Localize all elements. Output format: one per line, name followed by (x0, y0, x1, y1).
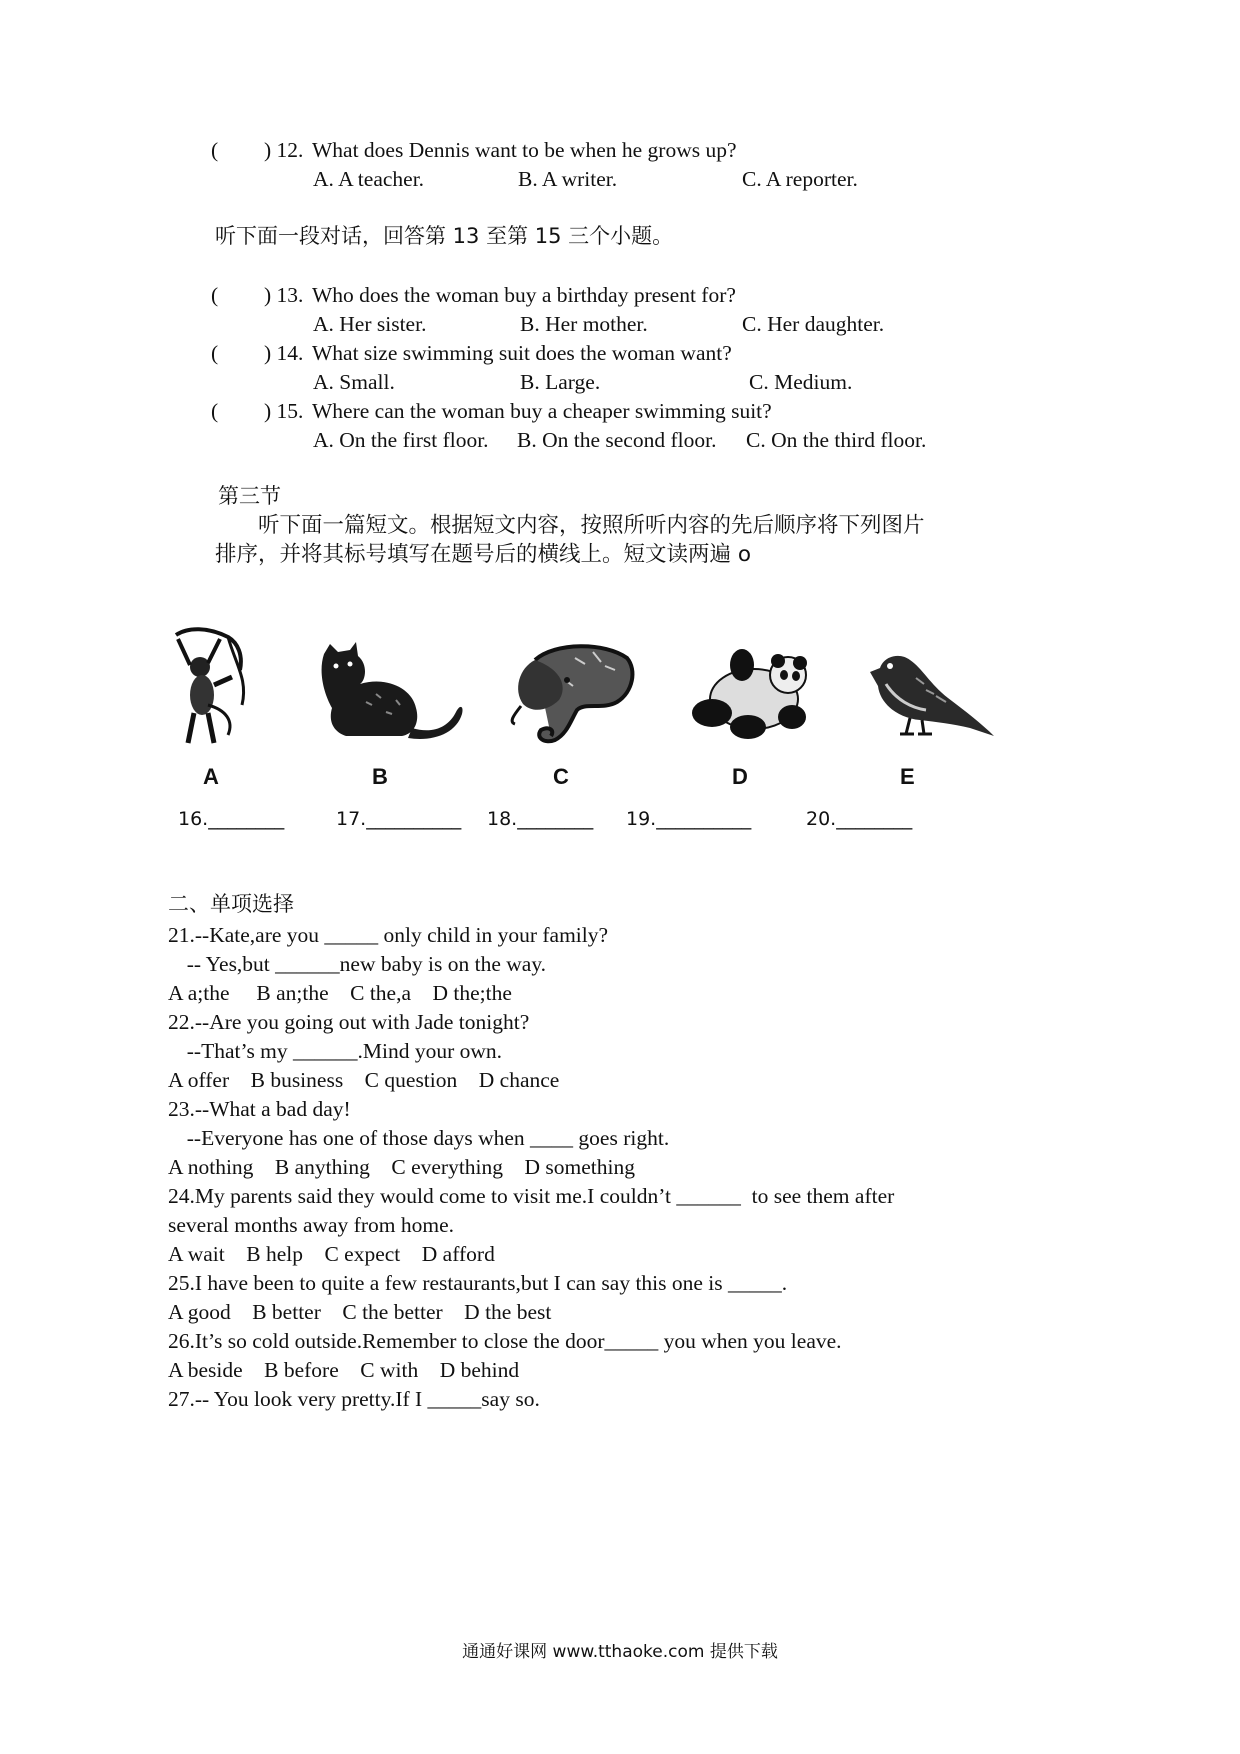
q22-stem: 22.--Are you going out with Jade tonight? (168, 1010, 530, 1034)
q15-option-b: B. On the second floor. (517, 428, 717, 452)
picture-label-c: C (553, 764, 569, 789)
q13-option-b: B. Her mother. (520, 312, 648, 336)
q13-paren: ( (211, 283, 219, 307)
blank-20[interactable]: 20.________ (806, 808, 913, 830)
q13-number: ) 13. (264, 283, 304, 307)
q12-option-b: B. A writer. (518, 167, 618, 191)
section3-instruction-line2: 排序，并将其标号填写在题号后的横线上。短文读两遍 o (215, 542, 751, 567)
q15-option-c: C. On the third floor. (746, 428, 927, 452)
q12-option-a: A. A teacher. (313, 167, 425, 191)
section3-instruction-line1: 听下面一篇短文。根据短文内容，按照所听内容的先后顺序将下列图片 (258, 513, 925, 538)
q12-number: ) 12. (264, 138, 304, 162)
bird-icon (866, 648, 998, 740)
cat-icon (316, 642, 466, 742)
q24-stem: 24.My parents said they would come to visit me.I couldn’t ______ to see them after (168, 1184, 895, 1208)
picture-a (168, 625, 258, 750)
panda-icon (688, 647, 816, 742)
q25-stem: 25.I have been to quite a few restaurants,but I can say this one is _____. (168, 1271, 788, 1295)
q27-stem: 27.-- You look very pretty.If I _____say so. (168, 1387, 540, 1411)
q14-stem: What size swimming suit does the woman want? (312, 341, 732, 365)
q22-response: --That’s my ______.Mind your own. (176, 1039, 503, 1063)
q23-stem: 23.--What a bad day! (168, 1097, 351, 1121)
q13-stem: Who does the woman buy a birthday present for? (312, 283, 736, 307)
q13-option-a: A. Her sister. (313, 312, 427, 336)
q13-option-c: C. Her daughter. (742, 312, 885, 336)
q21-stem: 21.--Kate,are you _____ only child in your family? (168, 923, 609, 947)
blank-19[interactable]: 19.__________ (626, 808, 752, 830)
q12-stem: What does Dennis want to be when he grows up? (312, 138, 737, 162)
q14-number: ) 14. (264, 341, 304, 365)
q25-options: A good B better C the better D the best (168, 1300, 552, 1324)
elephant-icon (505, 640, 637, 745)
q14-option-b: B. Large. (520, 370, 601, 394)
q26-stem: 26.It’s so cold outside.Remember to close the door_____ you when you leave. (168, 1329, 842, 1353)
instruction-13-15: 听下面一段对话，回答第 13 至第 15 三个小题。 (215, 224, 674, 248)
section2-title: 二、单项选择 (168, 892, 294, 916)
q21-response: -- Yes,but ______new baby is on the way. (176, 952, 547, 976)
q24-stem-continued: several months away from home. (168, 1213, 454, 1237)
q26-options: A beside B before C with D behind (168, 1358, 520, 1382)
q15-option-a: A. On the first floor. (313, 428, 489, 452)
q21-options: A a;the B an;the C the,a D the;the (168, 981, 512, 1005)
q14-paren: ( (211, 341, 219, 365)
q15-stem: Where can the woman buy a cheaper swimming suit? (312, 399, 772, 423)
picture-label-b: B (372, 764, 388, 789)
picture-c (505, 640, 637, 745)
q23-response: --Everyone has one of those days when ____ goes right. (176, 1126, 670, 1150)
footer-credit: 通通好课网 www.tthaoke.com 提供下载 (462, 1642, 778, 1662)
section3-title: 第三节 (218, 484, 281, 508)
q23-options: A nothing B anything C everything D something (168, 1155, 636, 1179)
blank-17[interactable]: 17.__________ (336, 808, 462, 830)
picture-label-d: D (732, 764, 748, 789)
picture-d (688, 647, 816, 742)
picture-b (316, 642, 466, 742)
picture-e (866, 648, 998, 740)
q14-option-c: C. Medium. (749, 370, 853, 394)
monkey-icon (168, 625, 258, 750)
q14-option-a: A. Small. (313, 370, 395, 394)
blank-16[interactable]: 16.________ (178, 808, 285, 830)
q22-options: A offer B business C question D chance (168, 1068, 560, 1092)
picture-label-a: A (203, 764, 219, 789)
q15-number: ) 15. (264, 399, 304, 423)
picture-label-e: E (900, 764, 915, 789)
blank-18[interactable]: 18.________ (487, 808, 594, 830)
q15-paren: ( (211, 399, 219, 423)
q12-paren: ( (211, 138, 219, 162)
q12-option-c: C. A reporter. (742, 167, 858, 191)
q24-options: A wait B help C expect D afford (168, 1242, 495, 1266)
